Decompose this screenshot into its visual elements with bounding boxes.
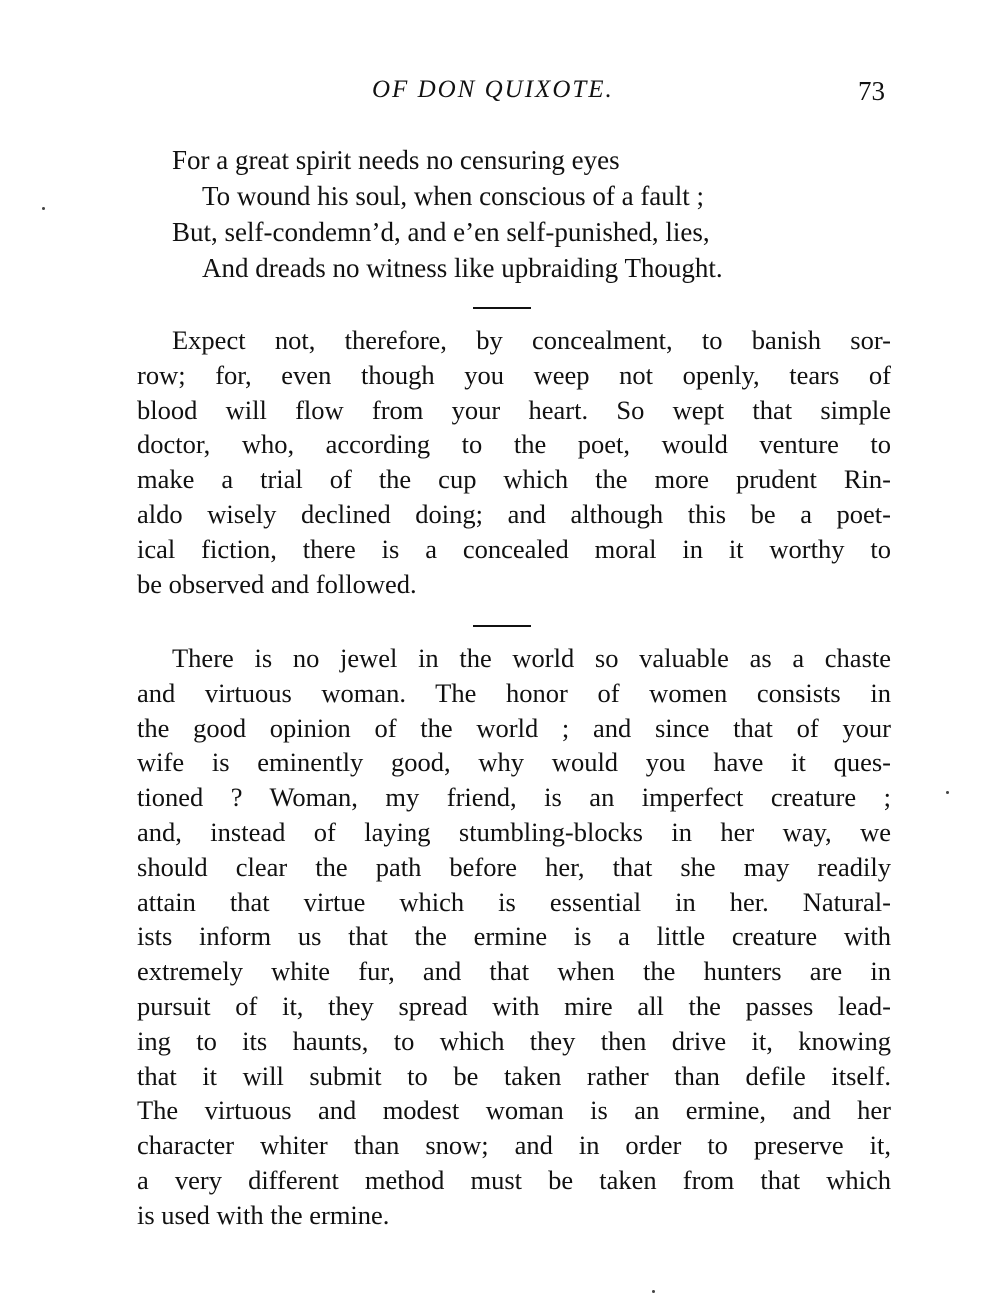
paragraph-line: attain that virtue which is essential in her. Natural- (137, 886, 891, 917)
paragraph-line: row; for, even though you weep not openly, tears of (137, 359, 891, 390)
verse-line: For a great spirit needs no censuring eyes (172, 145, 620, 175)
paragraph-line: pursuit of it, they spread with mire all the passes lead- (137, 990, 891, 1021)
scan-speck (946, 791, 949, 794)
paragraph-line: character whiter than snow; and in order to preserve it, (137, 1130, 891, 1161)
paragraph-line: and, instead of laying stumbling-blocks in her way, we (137, 816, 891, 847)
paragraph-concealment (137, 323, 891, 601)
paragraph-line: that it will submit to be taken rather than defile itself. (137, 1060, 891, 1091)
paragraph-line: should clear the path before her, that she may readily (137, 851, 891, 882)
paragraph-line: ing to its haunts, to which they then drive it, knowing (137, 1025, 891, 1056)
verse-line: But, self-condemn’d, and e’en self-punished, lies, (172, 217, 710, 247)
paragraph-line: extremely white fur, and that when the hunters are in (137, 956, 891, 987)
paragraph-line: a very different method must be taken from that which (137, 1164, 891, 1195)
paragraph-line: ists inform us that the ermine is a little creature with (137, 921, 891, 952)
paragraph-line: There is no jewel in the world so valuable as a chaste (172, 643, 891, 673)
paragraph-ermine (137, 641, 891, 1233)
section-divider (473, 307, 531, 309)
page-number: 73 (858, 76, 885, 106)
scan-speck (652, 1290, 655, 1293)
running-title: OF DON QUIXOTE. (372, 76, 614, 103)
section-divider (473, 625, 531, 627)
paragraph-line: blood will flow from your heart. So wept that simple (137, 394, 891, 425)
paragraph-line: wife is eminently good, why would you have it ques- (137, 747, 891, 778)
paragraph-line: tioned ? Woman, my friend, is an imperfect creature ; (137, 782, 891, 813)
paragraph-line: The virtuous and modest woman is an ermine, and her (137, 1095, 891, 1126)
paragraph-line: and virtuous woman. The honor of women consists in (137, 677, 891, 708)
verse-line: To wound his soul, when conscious of a fault ; (202, 181, 705, 211)
paragraph-line: aldo wisely declined doing; and although this be a poet- (137, 498, 891, 529)
paragraph-line: the good opinion of the world ; and since that of your (137, 712, 891, 743)
scan-speck (42, 207, 45, 210)
paragraph-line: doctor, who, according to the poet, would venture to (137, 429, 891, 460)
paragraph-line: is used with the ermine. (137, 1199, 390, 1230)
verse-line: And dreads no witness like upbraiding Thought. (202, 253, 723, 283)
paragraph-line: make a trial of the cup which the more prudent Rin- (137, 464, 891, 495)
paragraph-line: be observed and followed. (137, 568, 417, 599)
paragraph-line: Expect not, therefore, by concealment, to banish sor- (172, 325, 891, 355)
running-head (0, 76, 1000, 116)
paragraph-line: ical fiction, there is a concealed moral in it worthy to (137, 533, 891, 564)
verse-stanza (172, 142, 892, 286)
